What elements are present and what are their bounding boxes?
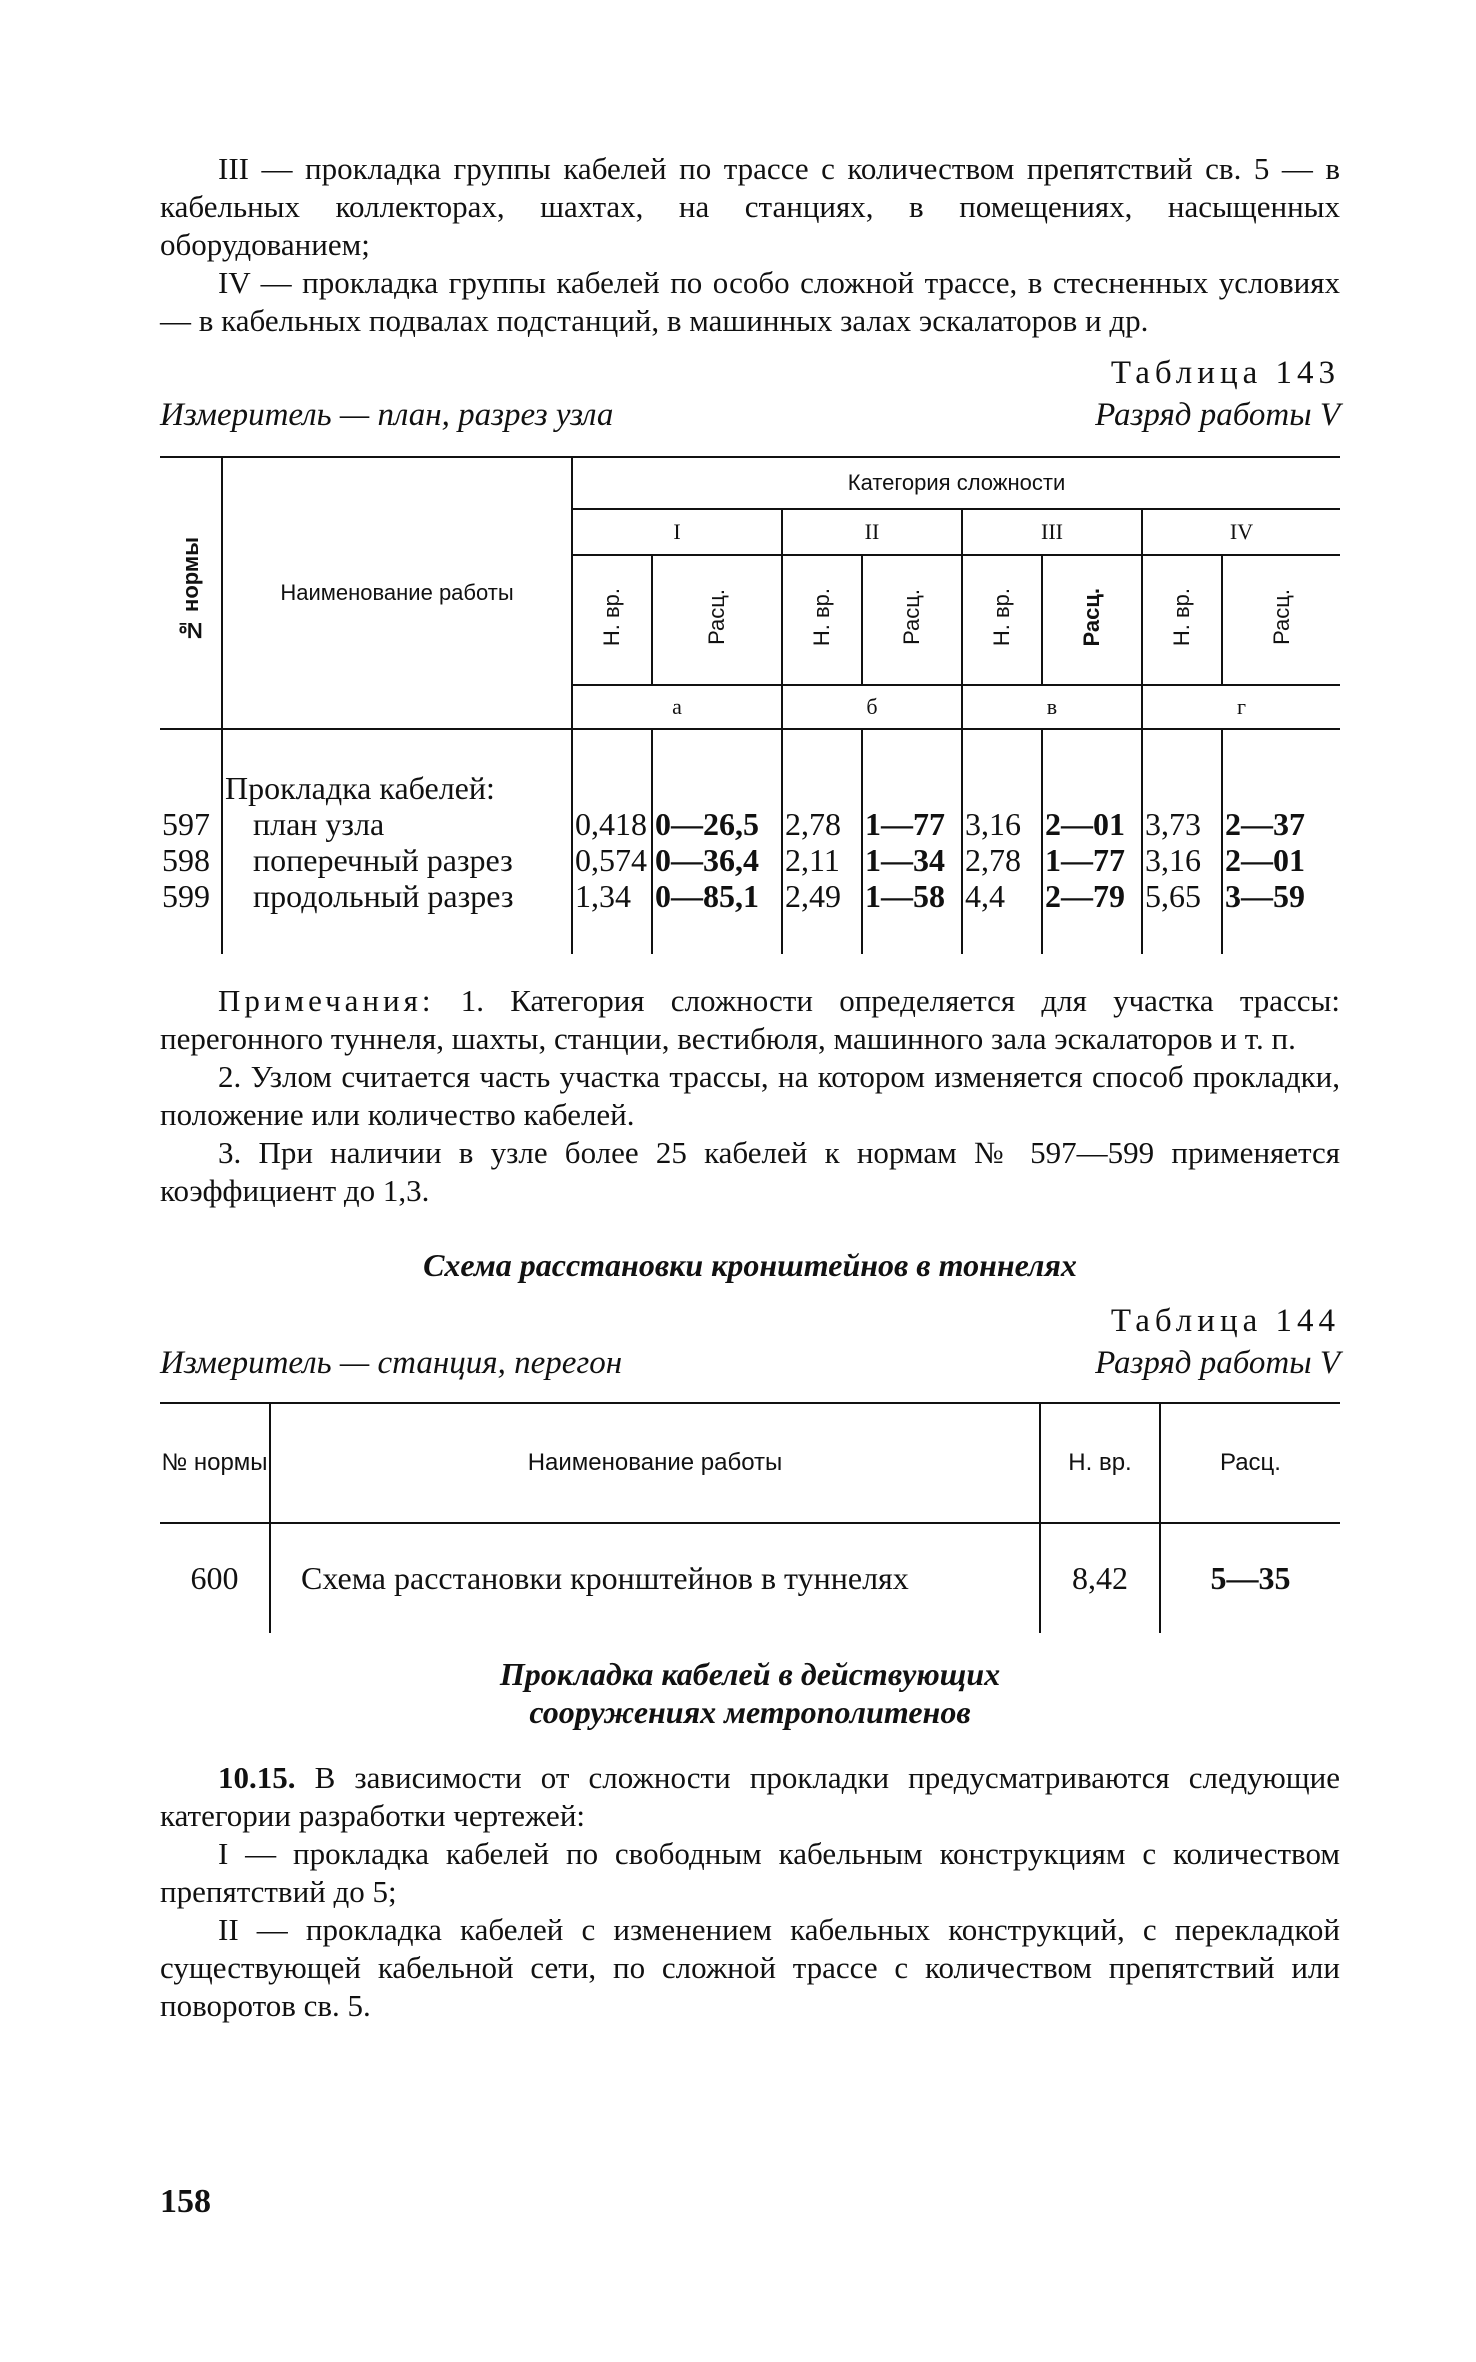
table-143: [160, 456, 1340, 954]
table144-meter: Измеритель — станция, перегон: [160, 1345, 623, 1381]
letter-g: г: [1142, 685, 1340, 729]
section-title-cables: Прокладка кабелей в действующих сооружениях метрополитенов: [499, 1656, 1001, 1730]
col-norm-header-144: № нормы: [161, 1449, 268, 1476]
category-header: Категория сложности: [572, 457, 1340, 509]
sub-hvr-1: Н. вр.: [572, 555, 652, 685]
table-row: 600 Схема расстановки кронштейнов в туннелях 8,42 5—35: [160, 1523, 1340, 1633]
sub-rasc-4: Расц.: [1222, 555, 1340, 685]
table144-label: Таблица 144: [1110, 1303, 1340, 1339]
col-name-header: Наименование работы: [222, 457, 572, 729]
cat-iii: III: [962, 509, 1142, 555]
sub-rasc-3: Расц.: [1042, 555, 1142, 685]
sub-rasc-2: Расц.: [862, 555, 962, 685]
table-row: 597 план узла 0,418 0—26,5 2,78 1—77 3,16 2—01 3,73 2—37: [160, 806, 1340, 842]
page-body: [160, 150, 1340, 2025]
para-cat-i: I — прокладка кабелей по свободным кабельным конструкциям с количеством препятствий до 5;: [160, 1836, 1340, 1909]
table-row: 599 продольный разрез 1,34 0—85,1 2,49 1—58 4,4 2—79 5,65 3—59: [160, 878, 1340, 954]
sub-rasc-1: Расц.: [652, 555, 782, 685]
note-2: 2. Узлом считается часть участка трассы, на котором изменяется способ прокладки, положение или количество кабелей.: [160, 1059, 1340, 1132]
para-cat-ii: II — прокладка кабелей с изменением кабельных конструкций, с перекладкой существующей кабельной сети, по сложной трассе с количеством препятствий или поворотов св. 5.: [160, 1912, 1340, 2023]
col-norm-header: № нормы: [160, 457, 222, 729]
intro-paragraph-iii: III — прокладка группы кабелей по трассе с количеством препятствий св. 5 — в кабельных коллекторах, шахтах, на станциях, в помещениях, насыщенных оборудованием;: [160, 151, 1340, 262]
group-label: Прокладка кабелей:: [222, 729, 572, 806]
table144-meta: [160, 1342, 1340, 1384]
table-144: [160, 1402, 1340, 1633]
letter-a: а: [572, 685, 782, 729]
cat-ii: II: [782, 509, 962, 555]
table143-label: Таблица 143: [1110, 355, 1340, 391]
col-rasc-header-144: Расц.: [1160, 1403, 1340, 1523]
table143-meta: [160, 394, 1340, 436]
letter-v: в: [962, 685, 1142, 729]
col-name-header-144: Наименование работы: [270, 1403, 1040, 1523]
cat-i: I: [572, 509, 782, 555]
intro-paragraph-iv: IV — прокладка группы кабелей по особо сложной трассе, в стесненных условиях — в кабельных подвалах подстанций, в машинных залах эскалаторов и др.: [160, 265, 1340, 338]
para-10-15: 10.15. В зависимости от сложности прокладки предусматриваются следующие категории разработки чертежей:: [160, 1760, 1340, 1833]
note-3: 3. При наличии в узле более 25 кабелей к нормам № 597—599 применяется коэффициент до 1,3.: [160, 1135, 1340, 1208]
section-title-brackets: Схема расстановки кронштейнов в тоннелях: [423, 1247, 1077, 1283]
letter-b: б: [782, 685, 962, 729]
table-row: 598 поперечный разрез 0,574 0—36,4 2,11 1—34 2,78 1—77 3,16 2—01: [160, 842, 1340, 878]
table144-grade: Разряд работы V: [1095, 1345, 1340, 1381]
page-number: 158: [160, 2183, 211, 2220]
table143-meter: Измеритель — план, разрез узла: [160, 397, 614, 433]
sub-hvr-2: Н. вр.: [782, 555, 862, 685]
table143-grade: Разряд работы V: [1095, 397, 1340, 433]
note-1: Примечания: 1. Категория сложности определяется для участка трассы: перегонного туннеля, шахты, станции, вестибюля, машинного зала эскалаторов и т. п.: [160, 983, 1340, 1056]
sub-hvr-4: Н. вр.: [1142, 555, 1222, 685]
sub-hvr-3: Н. вр.: [962, 555, 1042, 685]
col-hvr-header-144: Н. вр.: [1040, 1403, 1160, 1523]
cat-iv: IV: [1142, 509, 1340, 555]
